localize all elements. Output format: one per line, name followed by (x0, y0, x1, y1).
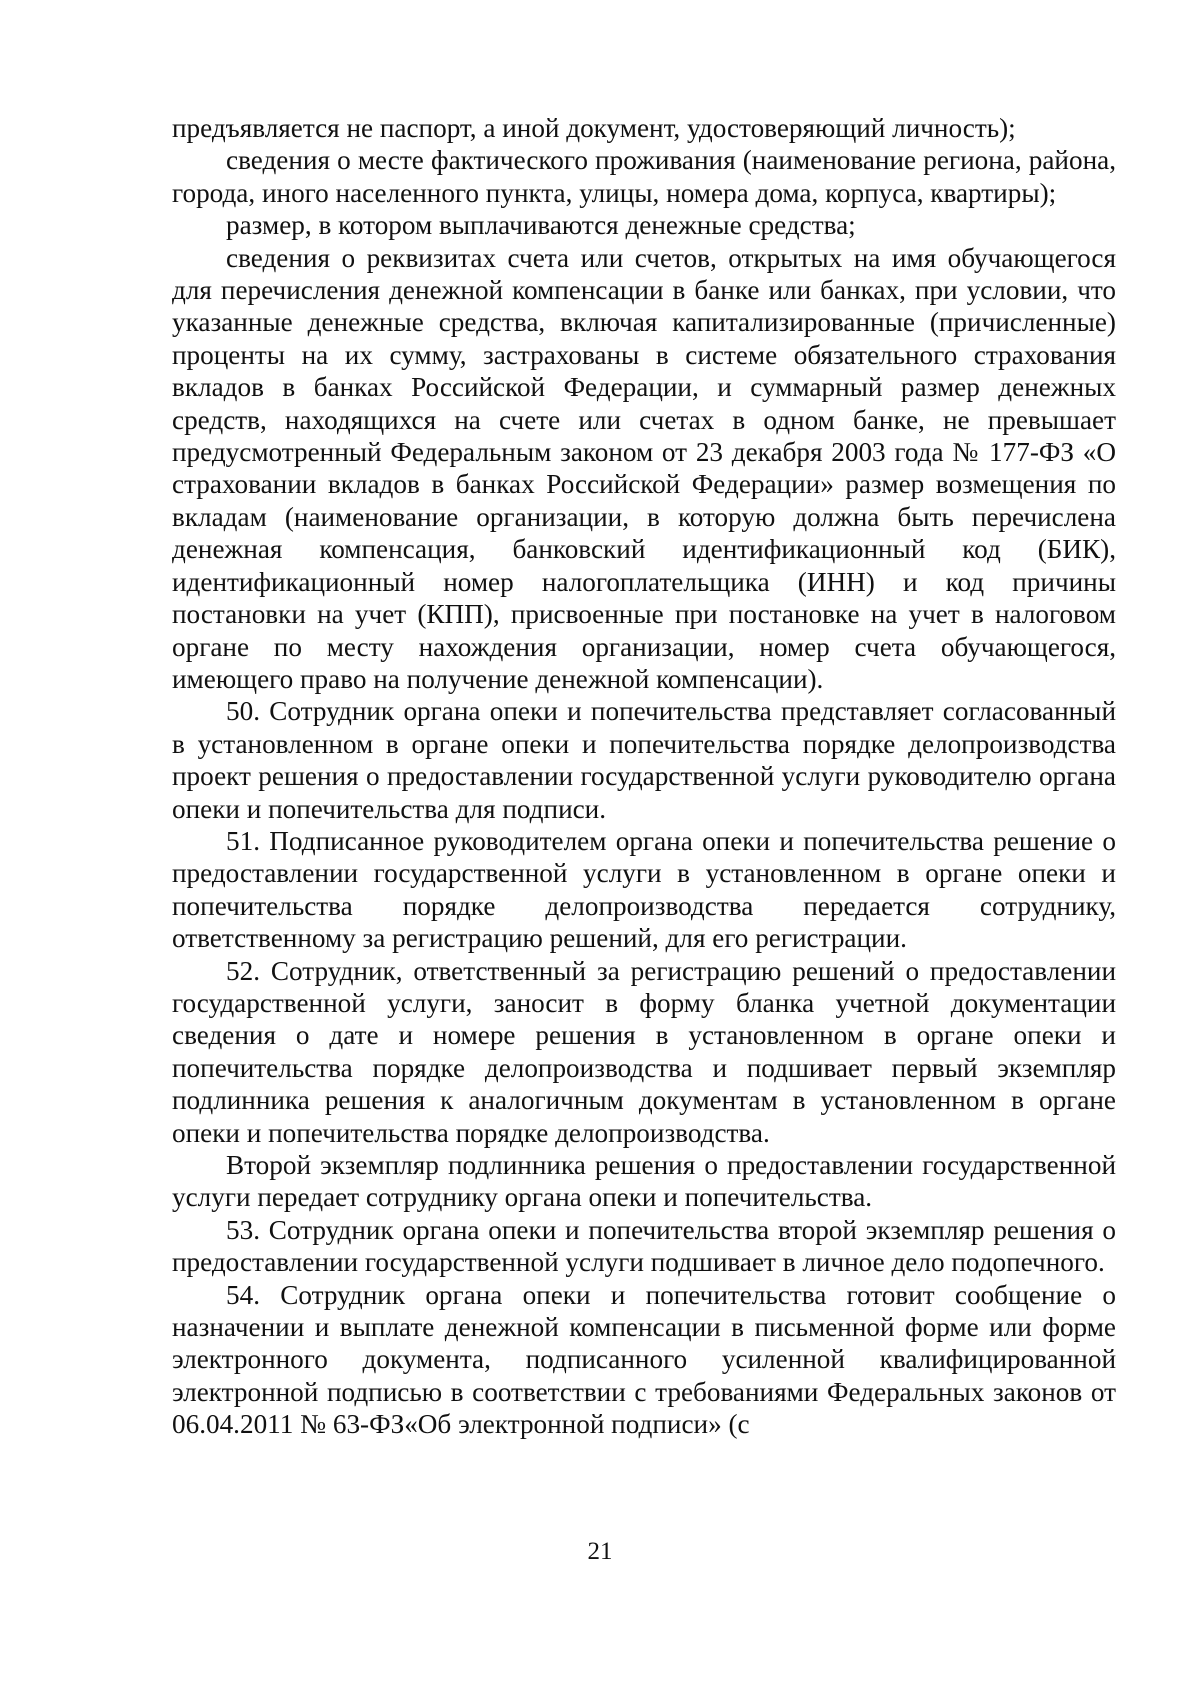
paragraph-item-51: 51. Подписанное руководителем органа опеки и попечительства решение о предоставлении государственной услуги в установленном в органе опеки и попечительства порядке делопроизводства передается сотруднику, ответственному за регистрацию решений, для его регистрации. (172, 825, 1116, 954)
paragraph-residence: сведения о месте фактического проживания (наименование региона, района, города, иного населенного пункта, улицы, номера дома, корпуса, квартиры); (172, 145, 1116, 208)
paragraph-continuation: предъявляется не паспорт, а иной документ, удостоверяющий личность); (172, 113, 1016, 143)
paragraph-bank-details: сведения о реквизитах счета или счетов, открытых на имя обучающегося для перечисления денежной компенсации в банке или банках, при условии, что указанные денежные средства, включая капитализированные (причисленные) проценты на их сумму, застрахованы в системе обязательного страхования вкладов в банках Российской Федерации, и суммарный размер денежных средств, находящихся на счете или счетах в одном банке, не превышает предусмотренный Федеральным законом от 23 декабря 2003 года № 177-ФЗ «О страховании вкладов в банках Российской Федерации» размер возмещения по вкладам (наименование организации, в которую должна быть перечислена денежная компенсация, банковский идентификационный код (БИК), идентификационный номер налогоплательщика (ИНН) и код причины постановки на учет (КПП), присвоенные при постановке на учет в налоговом органе по месту нахождения организации, номер счета обучающегося, имеющего право на получение денежной компенсации). (172, 242, 1116, 694)
paragraph-amount: размер, в котором выплачиваются денежные средства; (226, 210, 856, 241)
paragraph-item-54: 54. Сотрудник органа опеки и попечительства готовит сообщение о назначении и выплате денежной компенсации в письменной форме или форме электронного документа, подписанного усиленной квалифицированной электронной подписью в соответствии с требованиями Федеральных законов от 06.04.2011 № 63-ФЗ«Об электронной подписи» (с (172, 1279, 1116, 1440)
paragraph-item-53: 53. Сотрудник органа опеки и попечительства второй экземпляр решения о предоставлении государственной услуги подшивает в личное дело подопечного. (172, 1214, 1116, 1278)
page-number: 21 (587, 1538, 613, 1565)
paragraph-item-52: 52. Сотрудник, ответственный за регистрацию решений о предоставлении государственной услуги, заносит в форму бланка учетной документации сведения о дате и номере решения в установленном в органе опеки и попечительства порядке делопроизводства и подшивает первый экземпляр подлинника решения к аналогичным документам в установленном в органе опеки и попечительства порядке делопроизводства. (172, 955, 1116, 1148)
paragraph-second-copy: Второй экземпляр подлинника решения о предоставлении государственной услуги передает сотруднику органа опеки и попечительства. (172, 1150, 1116, 1213)
paragraph-item-50: 50. Сотрудник органа опеки и попечительства представляет согласованный в установленном в органе опеки и попечительства порядке делопроизводства проект решения о предоставлении государственной услуги руководителю органа опеки и попечительства для подписи. (172, 696, 1116, 824)
document-body (172, 112, 1116, 1441)
